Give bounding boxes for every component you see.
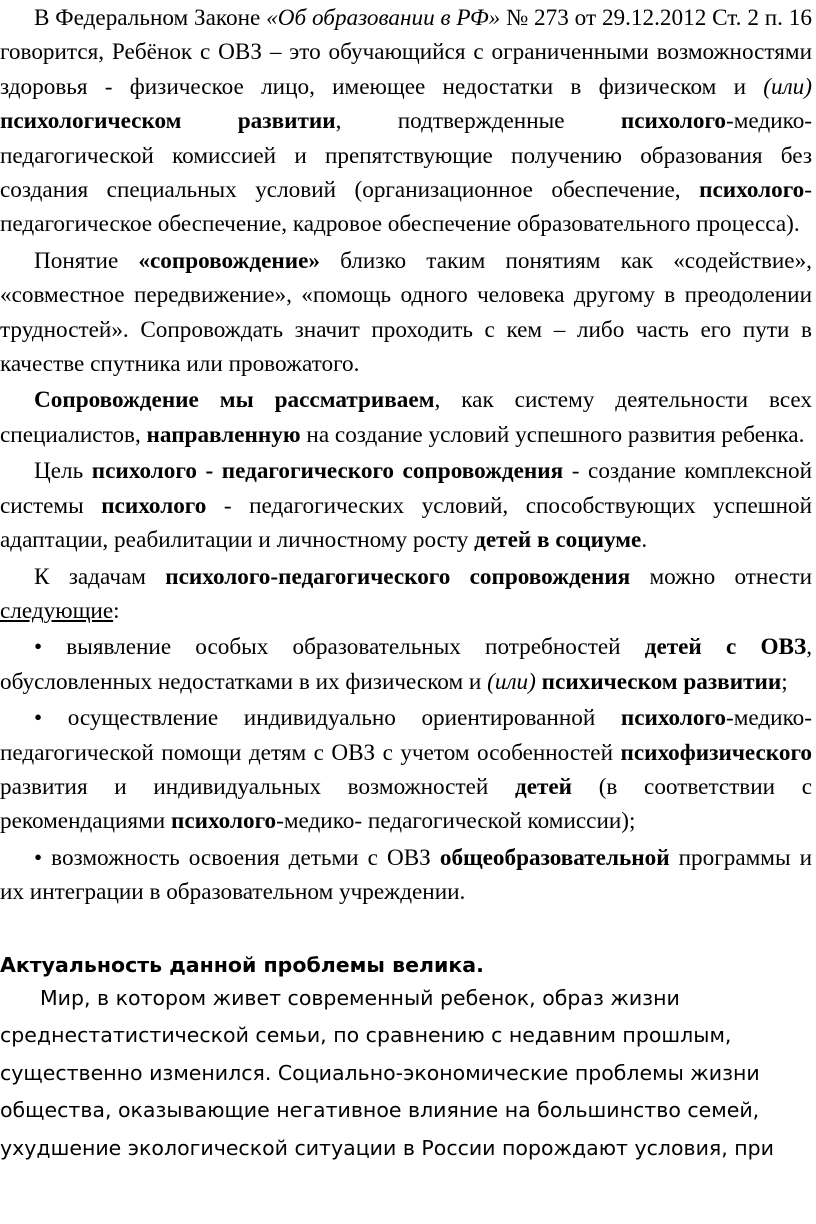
text: -медико-педагогической комиссией и препятствующие получению образования без создания специальных условий (организационное обеспечение, (0, 108, 813, 204)
text: : (113, 597, 120, 624)
bold-text: психофизического (620, 739, 812, 766)
paragraph-tasks (0, 560, 812, 629)
bold-text: Сопровождение мы рассматриваем (34, 387, 435, 414)
text: • возможность освоения детьми с ОВЗ (34, 844, 440, 871)
bold-text: детей в социуме (474, 527, 642, 554)
bold-text: психолого (699, 177, 805, 204)
bold-text: детей (514, 773, 573, 800)
bold-text: психологическом развитии (0, 108, 336, 135)
text: В Федеральном Законе (34, 5, 267, 31)
bold-text: психолого (101, 492, 207, 519)
text: . (641, 527, 648, 554)
bold-text: направленную (146, 421, 301, 448)
bold-text: «сопровождение» (138, 247, 320, 274)
paragraph-accompaniment-concept (0, 244, 812, 382)
text: • осуществление индивидуально ориентированной (34, 705, 621, 732)
text: , обусловленных недостатками в их физическом и (0, 634, 812, 695)
section-heading: Актуальность данной проблемы велика. (0, 952, 484, 977)
bold-text: общеобразовательной (439, 844, 670, 871)
italic-text: (или) (487, 668, 536, 695)
bold-text: психолого (170, 808, 277, 835)
italic-text: (или) (763, 73, 812, 100)
paragraph-relevance: Мир, в котором живет современный ребенок, образ жизни среднестатистической семьи, по сравнению с недавним прошлым, существенно изменился. Социально-экономические проблемы жизни общества, оказывающие негативное влияние на большинство семей, ухудшение экологической ситуации в России порождают условия, при (0, 985, 774, 1160)
text: , подтвержденные (335, 108, 621, 135)
text: - педагогических условий, способствующих успешной адаптации, реабилитации и личностному росту (0, 492, 813, 554)
text: Цель (34, 458, 92, 485)
bold-text: психолого (620, 705, 726, 732)
bullet-item-needs (0, 630, 812, 699)
underlined-text: следующие (0, 597, 114, 624)
bold-text: детей с ОВЗ (644, 634, 807, 661)
text: программы и их интеграции в образовательном учреждении. (0, 844, 812, 906)
bold-text: психолого - педагогического сопровождения (91, 458, 564, 485)
text: (в соответствии с рекомендациями (0, 773, 812, 835)
text: ; (781, 668, 788, 695)
bold-text: психическом развитии (541, 668, 782, 695)
text: № 273 от 29.12.2012 Ст. 2 п. 16 говорится, Ребёнок с ОВЗ – это обучающийся с ограниченными возможностями здоровья - физическое лицо, имеющее недостатки в физическом и (0, 5, 812, 100)
paragraph-law-definition (0, 1, 812, 242)
text: К задачам (34, 563, 166, 590)
text: можно отнести (630, 563, 812, 590)
bullet-item-program (0, 841, 812, 910)
bold-text: психолого (620, 108, 727, 135)
text: на создание условий успешного развития ребенка. (300, 421, 805, 448)
bullet-item-assistance (0, 701, 812, 839)
paragraph-goal (0, 454, 812, 557)
text: - создание комплексной системы (0, 458, 813, 519)
text: близко таким понятиям как «содействие», «совместное передвижение», «помощь одного человека другому в преодолении трудностей». Сопровождать значит проходить с кем – либо часть его пути в качестве спутника или провожатого. (0, 247, 812, 378)
text: -медико-педагогической помощи детям с ОВЗ с учетом особенностей (0, 705, 812, 766)
paragraph-accompaniment-system (0, 383, 812, 452)
text: -медико- педагогической комиссии); (276, 808, 636, 835)
law-title: «Об образовании в РФ» (266, 5, 501, 31)
text: развития и индивидуальных возможностей (0, 773, 515, 800)
bold-text: психолого-педагогического сопровождения (165, 563, 631, 590)
text: Понятие (34, 247, 139, 274)
text: , как систему деятельности всех специалистов, (0, 387, 812, 448)
text: • выявление особых образовательных потребностей (34, 634, 645, 661)
text: -педагогическое обеспечение, кадровое обеспечение образовательного процесса). (0, 177, 812, 238)
